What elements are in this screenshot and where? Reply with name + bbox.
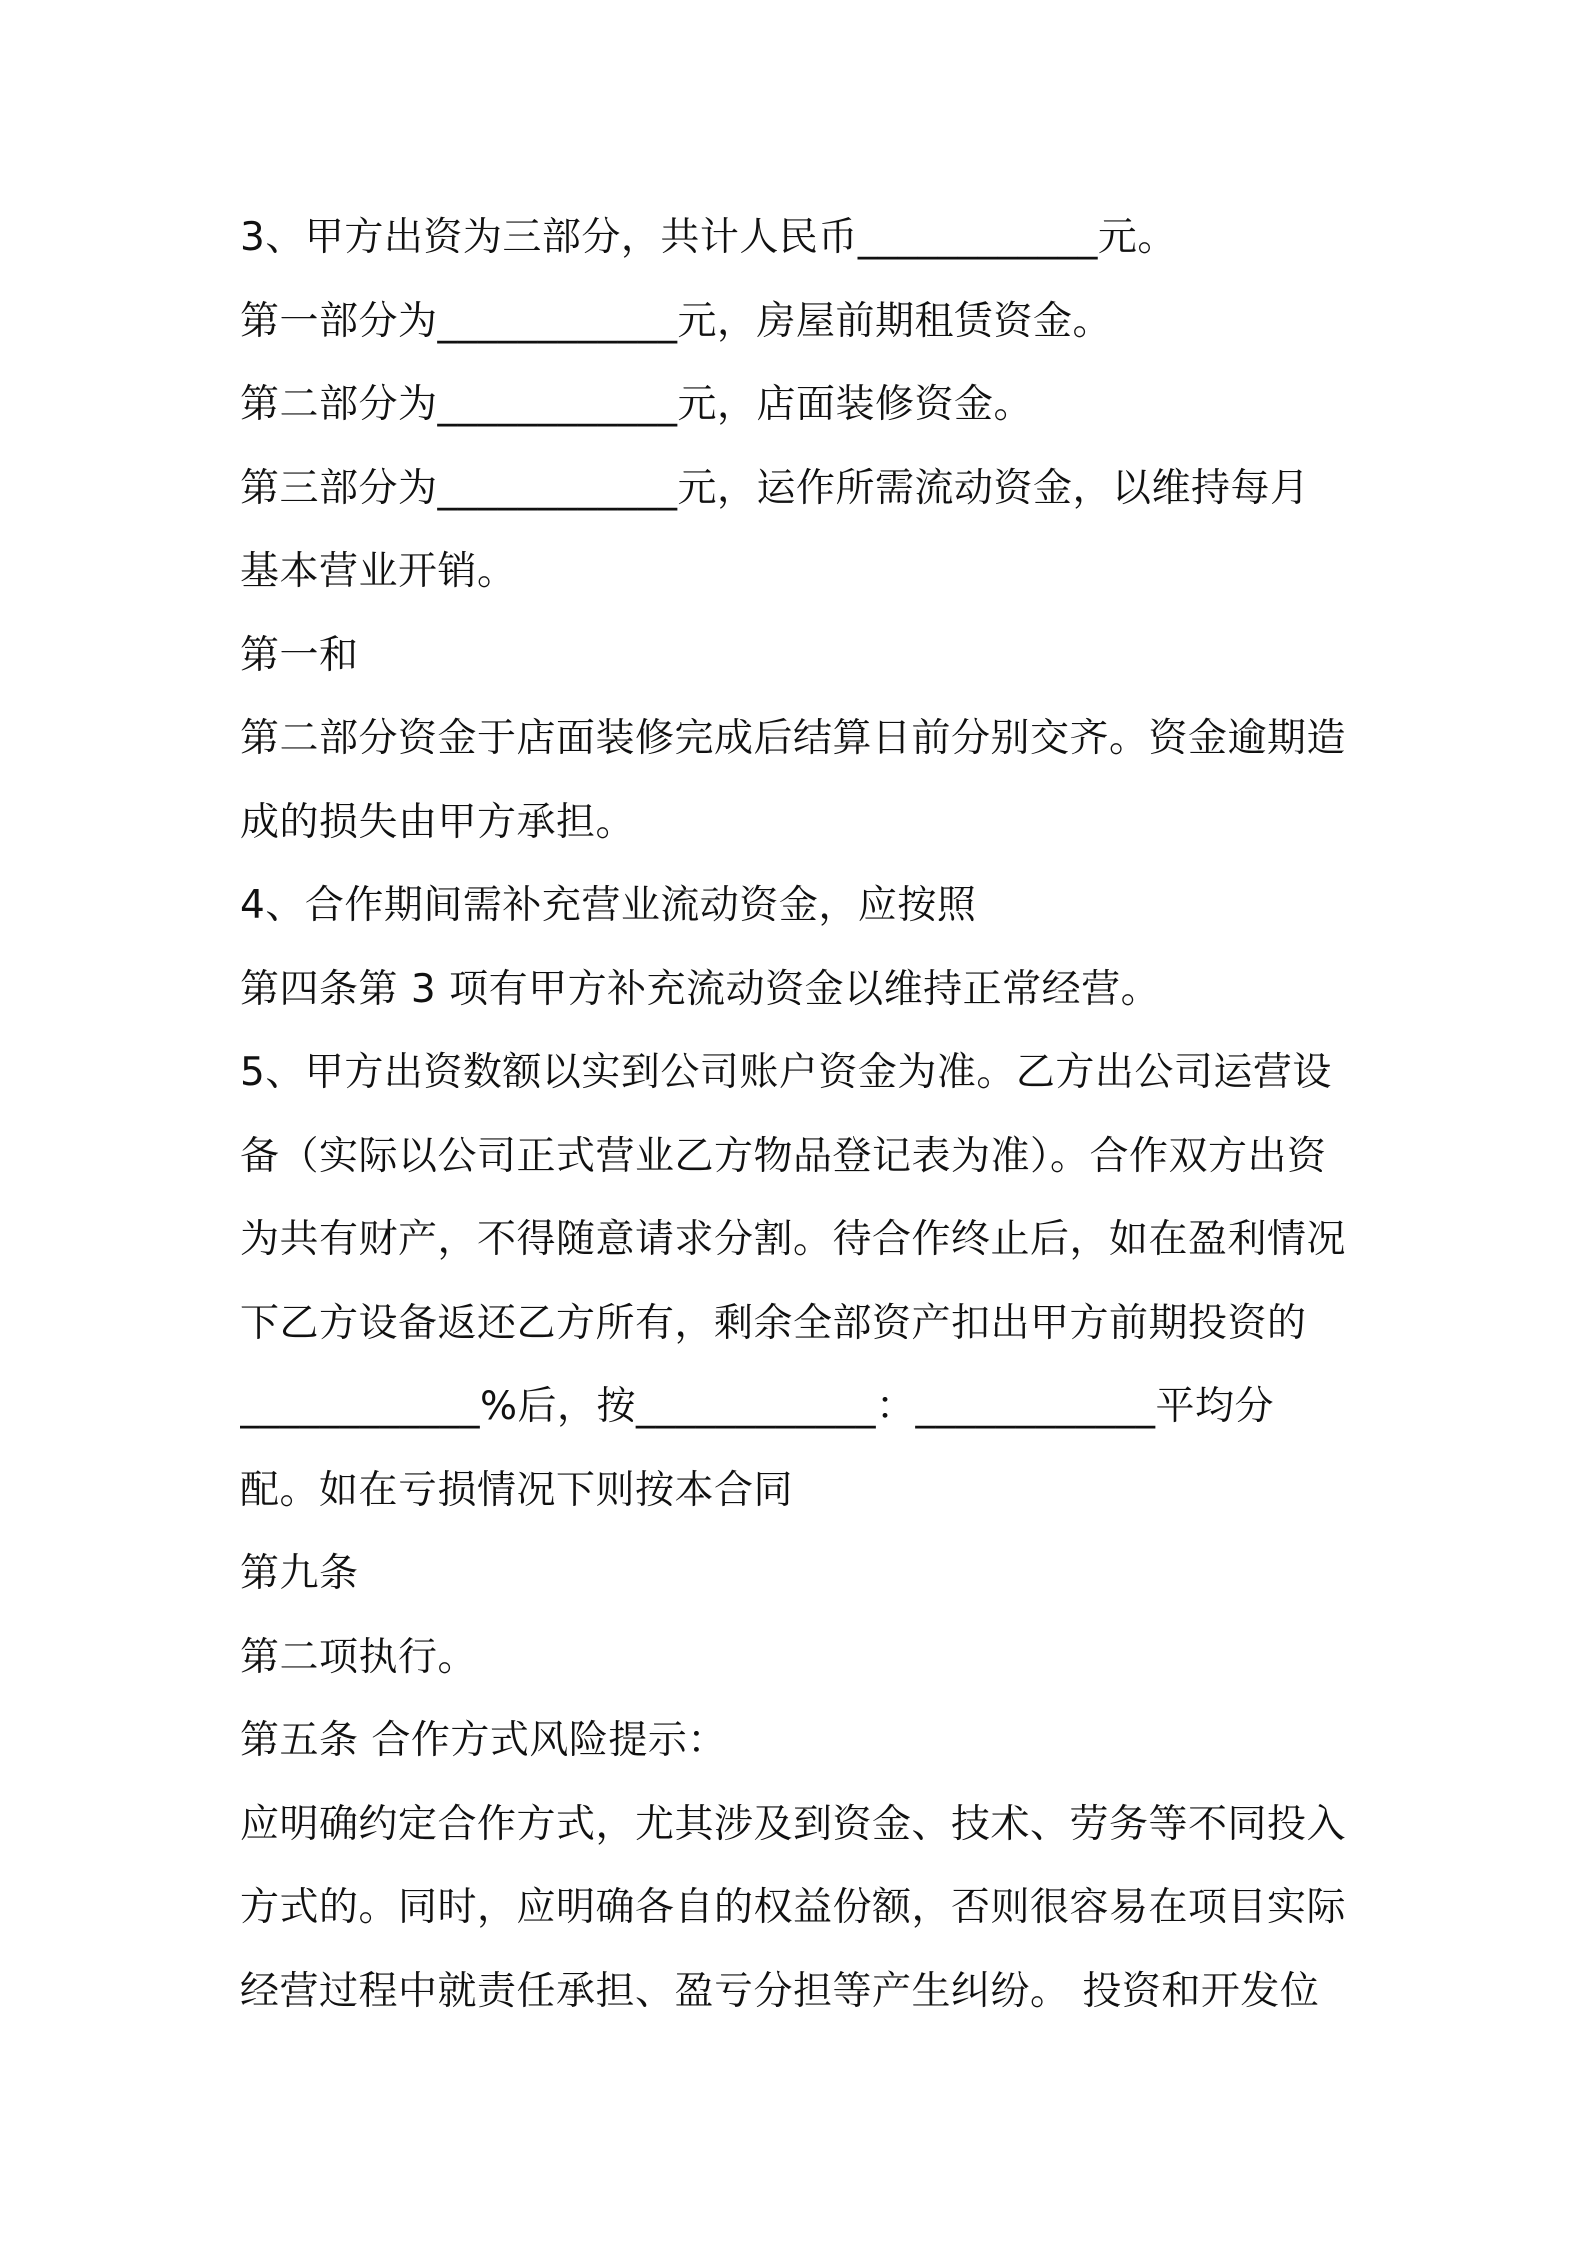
text-line: 为共有财产，不得随意请求分割。待合作终止后，如在盈利情况: [240, 1217, 1347, 1262]
text-line: 第一和: [240, 632, 359, 678]
text-line: 经营过程中就责任承担、盈亏分担等产生纠纷。 投资和开发位: [240, 1968, 1320, 2014]
text-line: 4、合作期间需补充营业流动资金，应按照: [240, 883, 977, 928]
text-line: 备（实际以公司正式营业乙方物品登记表为准）。合作双方出资: [240, 1133, 1327, 1179]
text-line: 基本营业开销。: [240, 549, 517, 594]
text-line: 第二部分资金于店面装修完成后结算日前分别交齐。资金逾期造: [240, 716, 1347, 761]
document-body: [240, 196, 1360, 2033]
text-line: ____________%后，按____________：____________平均分: [240, 1384, 1275, 1429]
text-line: 第一部分为____________元，房屋前期租赁资金。: [240, 298, 1113, 344]
text-line: 方式的。同时，应明确各自的权益份额，否则很容易在项目实际: [240, 1885, 1347, 1930]
text-line: 5、甲方出资数额以实到公司账户资金为准。乙方出公司运营设: [240, 1050, 1332, 1095]
text-line: 第九条: [240, 1551, 359, 1596]
text-line: 下乙方设备返还乙方所有，剩余全部资产扣出甲方前期投资的: [240, 1300, 1307, 1346]
text-line: 第五条 合作方式风险提示：: [240, 1718, 727, 1763]
text-line: 3、甲方出资为三部分，共计人民币____________元。: [240, 215, 1177, 260]
text-line: 第二部分为____________元，店面装修资金。: [240, 382, 1034, 427]
text-line: 第四条第 3 项有甲方补充流动资金以维持正常经营。: [240, 966, 1161, 1012]
text-line: 第二项执行。: [240, 1634, 478, 1680]
text-line: 配。如在亏损情况下则按本合同: [240, 1467, 794, 1513]
text-line: 应明确约定合作方式，尤其涉及到资金、技术、劳务等不同投入: [240, 1801, 1347, 1847]
text-line: 成的损失由甲方承担。: [240, 799, 636, 845]
text-line: 第三部分为____________元，运作所需流动资金，以维持每月: [240, 465, 1310, 511]
